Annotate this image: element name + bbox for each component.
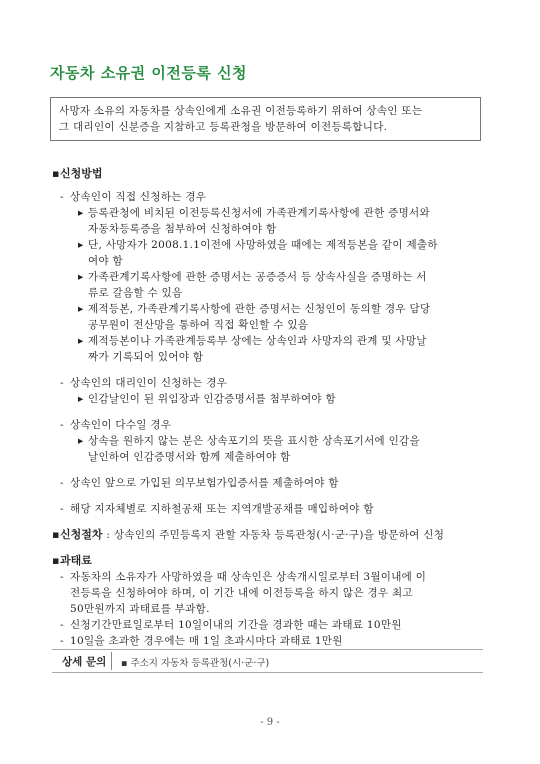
dash-marker: - xyxy=(60,619,64,631)
section-heading-penalty: ▪과태료 xyxy=(52,554,92,567)
notice-line: 사망자 소유의 자동차를 상속인에게 소유권 이전등록하기 위하여 상속인 또는 xyxy=(59,105,423,117)
list-item: ▸ 상속을 원하지 않는 분은 상속포기의 뜻을 표시한 상속포기서에 인감을 날인하여 인감증명서와 함께 제출하여야 함 xyxy=(78,435,420,463)
square-bullet-icon: ▪ xyxy=(52,528,60,541)
list-item: ▸ 등록관청에 비치된 이전등록신청서에 가족관계기록사항에 관한 증명서와 자동차등록증을 첨부하여 신청하여야 함 xyxy=(78,207,430,235)
triangle-bullet-icon: ▸ xyxy=(78,207,84,219)
square-bullet-icon: ▪ xyxy=(52,167,60,180)
method-direct xyxy=(60,189,492,205)
method-bond: - 해당 지자체별로 지하철공채 또는 지역개발공채를 매입하여야 함 xyxy=(60,503,374,515)
footer-divider xyxy=(52,672,483,673)
dash-marker: - xyxy=(60,503,64,515)
dash-marker: - xyxy=(60,635,64,647)
method-multiple xyxy=(60,417,492,433)
method-direct-label: 상속인이 직접 신청하는 경우 xyxy=(70,191,207,203)
dash-marker: - xyxy=(60,477,64,489)
method-insurance: - 상속인 앞으로 가입된 의무보험가입증서를 제출하여야 함 xyxy=(60,477,339,489)
method-multiple-label: 상속인이 다수일 경우 xyxy=(70,419,172,431)
triangle-bullet-icon: ▸ xyxy=(78,435,84,447)
method-proxy-label: 상속인의 대리인이 신청하는 경우 xyxy=(70,377,228,389)
page-title: 자동차 소유권 이전등록 신청 xyxy=(50,64,248,82)
procedure-text: : 상속인의 주민등록지 관할 자동차 등록관청(시·군·구)을 방문하여 신청 xyxy=(106,529,445,541)
triangle-bullet-icon: ▸ xyxy=(78,239,84,251)
footer-label: 상세 문의 xyxy=(62,656,107,668)
footer-divider xyxy=(52,649,483,650)
square-bullet-icon: ▪ xyxy=(52,554,60,567)
list-item: ▸ 단, 사망자가 2008.1.1이전에 사망하였을 때에는 제적등본을 같이 제출하 여야 함 xyxy=(78,239,438,267)
list-item: ▸ 인감날인이 된 위임장과 인감증명서를 첨부하여야 함 xyxy=(78,393,336,405)
triangle-bullet-icon: ▸ xyxy=(78,271,84,283)
footer-contact: ▪ 주소지 자동차 등록관청(시·군·구) xyxy=(121,658,270,669)
list-item: - 신청기간만료일로부터 10일이내의 기간을 경과한 때는 과태료 10만원 xyxy=(60,619,402,631)
dash-marker: - xyxy=(60,191,64,203)
list-item: - 10일을 초과한 경우에는 매 1일 초과시마다 과태료 1만원 xyxy=(60,635,343,647)
dash-marker: - xyxy=(60,419,64,431)
triangle-bullet-icon: ▸ xyxy=(78,393,84,405)
main-content xyxy=(52,166,492,649)
list-item: ▸ 제적등본, 가족관계기록사항에 관한 증명서는 신청인이 동의할 경우 담당 공무원이 전산망을 통하여 직접 확인할 수 있음 xyxy=(78,303,431,331)
list-item: ▸ 가족관계기록사항에 관한 증명서는 공증증서 등 상속사실을 증명하는 서 류로 갈음할 수 있음 xyxy=(78,271,427,299)
list-item: ▸ 제적등본이나 가족관계등록부 상에는 상속인과 사망자의 관계 및 사망날 짜가 기록되어 있어야 함 xyxy=(78,335,427,363)
notice-box xyxy=(50,97,481,141)
triangle-bullet-icon: ▸ xyxy=(78,303,84,315)
list-item: - 자동차의 소유자가 사망하였을 때 상속인은 상속개시일로부터 3월이내에 이 전등록을 신청하여야 하며, 이 기간 내에 이전등록을 하지 않은 경우 최고 50만원까지 과태료를 부과함. xyxy=(60,571,427,615)
footer-separator xyxy=(111,652,112,670)
notice-line: 그 대리인이 신분증을 지참하고 등록관청을 방문하여 이전등록합니다. xyxy=(59,121,388,133)
method-proxy xyxy=(60,375,492,391)
dash-marker: - xyxy=(60,571,64,583)
page-number: - 9 - xyxy=(260,717,280,728)
section-heading-procedure: ▪신청절차 : 상속인의 주민등록지 관할 자동차 등록관청(시·군·구)을 방문하여 신청 xyxy=(52,528,445,541)
dash-marker: - xyxy=(60,377,64,389)
section-heading-method: ▪신청방법 xyxy=(52,167,103,180)
triangle-bullet-icon: ▸ xyxy=(78,335,84,347)
